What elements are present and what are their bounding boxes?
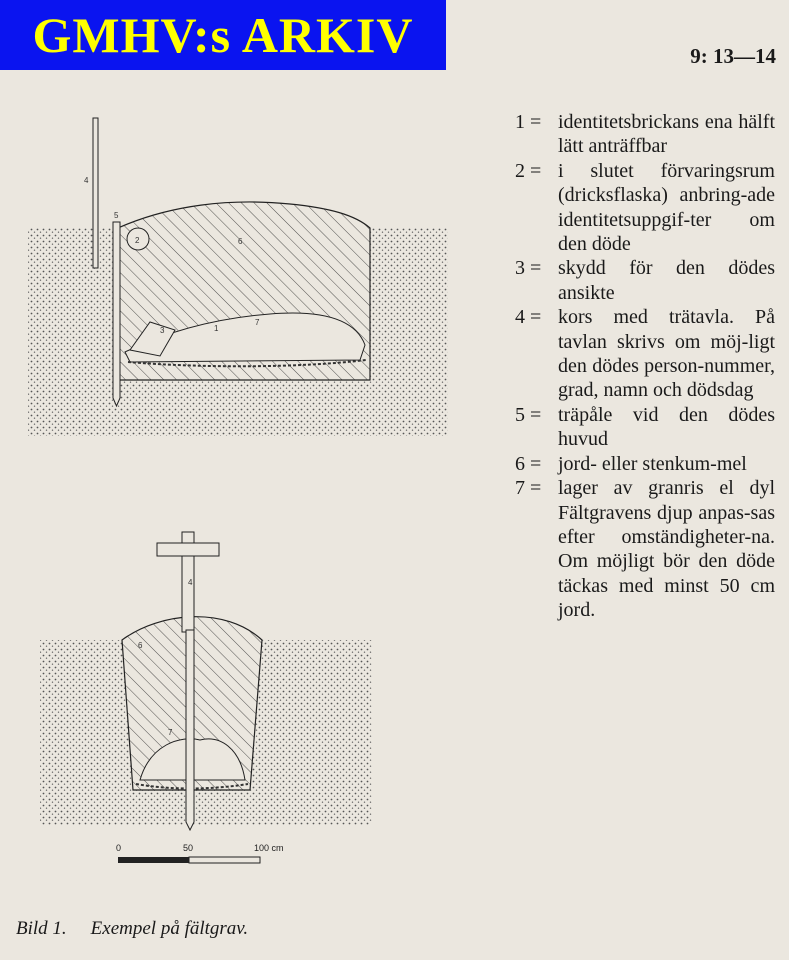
figure-caption [16,918,248,940]
label-bottom-6: 6 [138,641,143,650]
label-bottom-7: 7 [168,728,173,737]
bottom-cross-section [40,532,372,830]
soil-left [28,228,118,436]
legend-item: 7 = lager av granris el dyl Fältgravens djup anpas-sas efter omständigheter-na. Om möjligt bör den döde täckas med minst 50 cm jord. [515,477,775,622]
label-top-5: 5 [114,211,119,220]
label-top-6: 6 [238,237,243,246]
banner-title: GMHV:s ARKIV [32,7,414,63]
scale-segment-light [189,857,260,863]
soil-right [370,228,448,436]
scale-label-50: 50 [183,843,194,853]
scale-segment-dark [118,857,189,863]
label-bottom-4: 4 [188,578,193,587]
stake-bottom [186,630,194,830]
scale-bar [116,843,284,863]
legend-list [515,110,775,623]
legend-item: 1 = identitetsbrickans ena hälft lätt anträffbar [515,111,775,158]
cross-horizontal [157,543,219,556]
label-top-7: 7 [255,318,260,327]
legend-item: 6 = jord- eller stenkum-mel [515,452,747,475]
label-top-4: 4 [84,176,89,185]
caption-label: Bild 1. [16,918,67,939]
label-top-1: 1 [214,324,219,333]
legend-item: 3 = skydd för den dödes ansikte [515,257,775,304]
scale-label-0: 0 [116,843,122,853]
legend-item: 2 = i slutet förvaringsrum (dricksflaska) anbring-ade identitetsuppgif-ter om den döde [515,159,775,256]
scale-label-100: 100 cm [254,843,284,853]
legend-item: 5 = träpåle vid den dödes huvud [515,403,775,451]
cross-post [93,118,98,268]
page-number: 9: 13—14 [690,44,776,68]
top-cross-section [28,118,448,436]
soil-below [118,380,370,436]
wooden-stake [113,222,120,406]
caption-title: Exempel på fältgrav. [90,918,249,939]
label-top-3: 3 [160,326,165,335]
legend-item: 4 = kors med trätavla. På tavlan skrivs om möj-ligt den dödes person-nummer, grad, namn och dödsdag [515,306,775,402]
label-top-2: 2 [135,236,140,245]
